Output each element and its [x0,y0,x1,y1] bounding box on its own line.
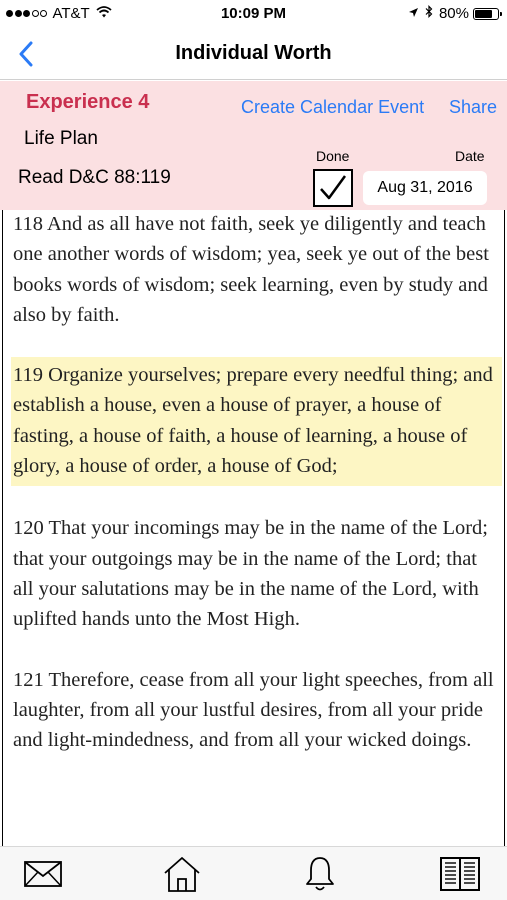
tab-home[interactable] [159,853,205,895]
verse-highlighted: 119 Organize yourselves; prepare every needful thing; and establish a house, even a house of prayer, a house of fasting, a house of faith, a house of learning, a house of glory, a house of order, a house of God; [11,357,502,486]
tab-notifications[interactable] [297,853,343,895]
bell-icon [304,855,336,893]
share-link[interactable]: Share [449,97,498,117]
navigation-bar [0,28,507,80]
book-icon [439,856,481,892]
status-right [402,5,499,22]
home-icon [162,855,202,893]
scripture-text-view[interactable] [2,210,505,846]
date-label: Date [455,148,485,164]
done-checkbox[interactable] [313,169,353,207]
battery-percent: 80% [438,5,469,22]
envelope-icon [23,860,63,888]
battery-level [475,10,492,18]
bluetooth-icon [425,5,433,22]
tab-envelope[interactable] [20,853,66,895]
battery-icon [473,8,499,20]
page-title: Individual Worth [175,42,332,64]
tab-bar [0,846,507,900]
verse: 121 Therefore, cease from all your light speeches, from all laughter, from all your lustful desires, from all your pride and light-mindedness, and from all your wicked doings. [13,668,494,752]
tab-scriptures[interactable] [437,853,483,895]
experience-header [0,81,507,210]
carrier-name: AT&T [52,5,90,22]
location-arrow-icon [408,5,419,22]
verse: 118 And as all have not faith, seek ye diligently and teach one another words of wisdom; yea, seek ye out of the best books words of wisdom; seek learning, even by study and also by faith. [13,213,489,326]
verse: 120 That your incomings may be in the name of the Lord; that your outgoings may be in the name of the Lord; that all your salutations may be in the name of the Lord, with uplifted hands unto the Most High. [13,517,489,631]
reading-assignment: Read D&C 88:119 [18,167,171,188]
create-calendar-event-link[interactable]: Create Calendar Event [241,97,425,117]
done-label: Done [316,148,350,164]
experience-subtitle: Life Plan [24,128,98,149]
date-picker-button[interactable]: Aug 31, 2016 [363,171,487,205]
status-time: 10:09 PM [220,5,287,22]
experience-title: Experience 4 [26,91,150,113]
status-bar [0,0,507,28]
checkmark-icon [318,174,348,202]
verse-list [3,210,504,755]
